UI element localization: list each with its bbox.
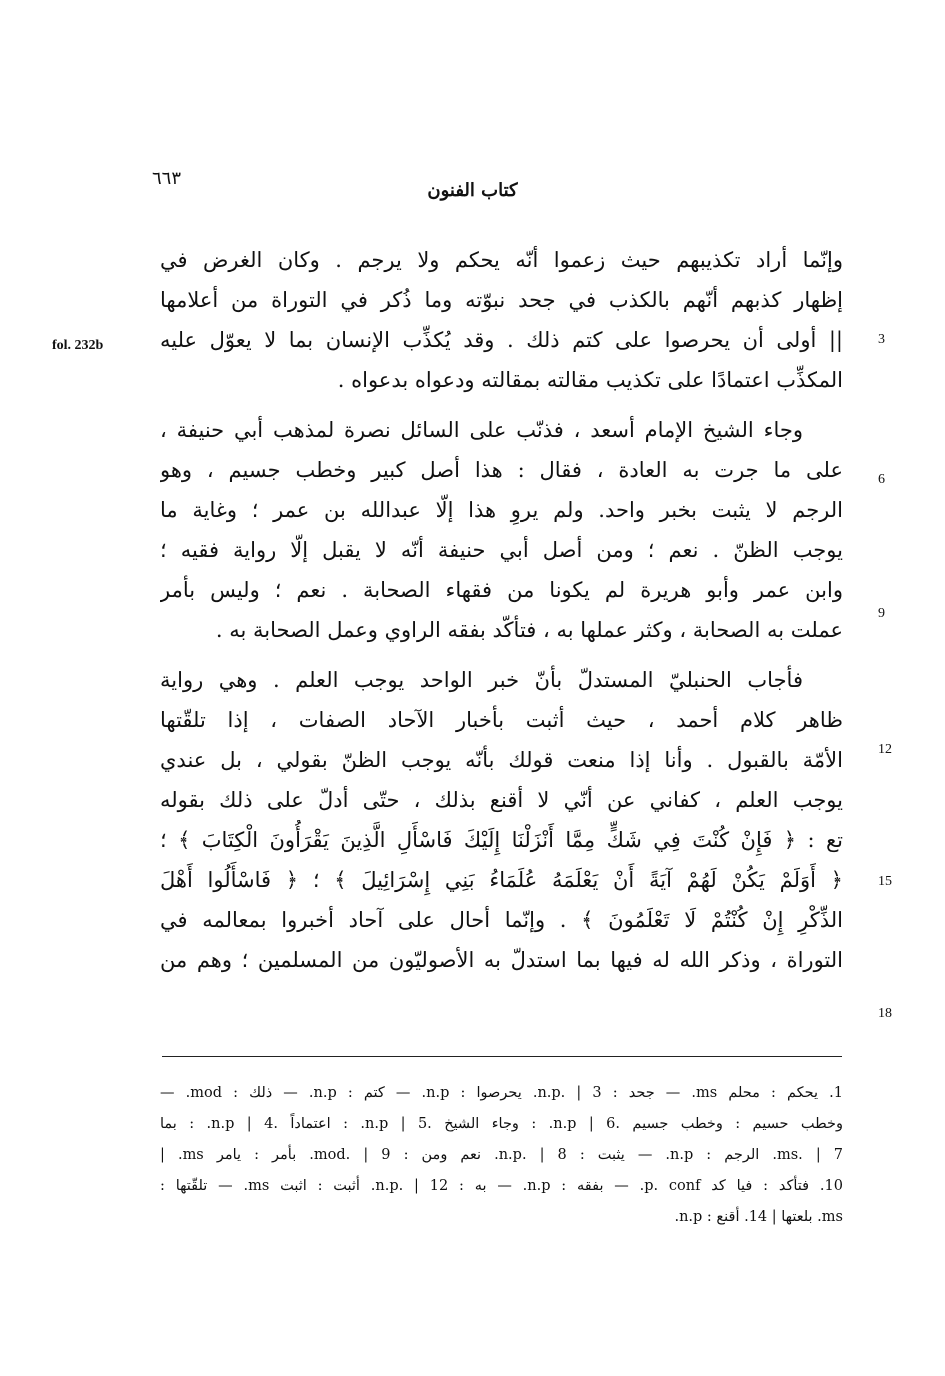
footnote-divider (162, 1056, 842, 1057)
line-number-12: 12 (878, 742, 892, 757)
line-number-15: 15 (878, 874, 892, 889)
text-line: إظهار كذبهم أنّهم بالكذب في جحد نبوّته وما ذُكر في التوراة من أعلامها (160, 288, 843, 312)
text-line: وإنّما أراد تكذيبهم حيث زعموا أنّه يحكم ولا يرجم . وكان الغرض في (160, 248, 843, 272)
text-line: التوراة ، وذكر الله له فيها بما استدلّ به الأصوليّون من المسلمين ؛ وهم من (160, 948, 843, 972)
text-line: على ما جرت به العادة ، فقال : هذا أصل كبير وخطب جسيم ، وهو (160, 458, 843, 482)
apparatus-line: ms. | 7. الرجم : n.p. — يثبت : n.p. | 8. نعم ومن : mod. | 9. بأمر : يامر ms. | (160, 1147, 843, 1163)
apparatus-line: 10. فتأكد : فيا كد p. conf. — بفقه : n.p. — به : n.p. | 12. أثبت : اثبت ms. — تلقّتها : (160, 1178, 843, 1194)
text-line: وابن عمر وأبو هريرة لم يكونا من فقهاء الصحابة . نعم ؛ وليس بأمر (160, 578, 843, 602)
page-number: ٦٦٣ (152, 168, 182, 189)
text-line: فأجاب الحنبليّ المستدلّ بأنّ خبر الواحد يوجب العلم . وهي رواية (160, 668, 803, 692)
text-line: يوجب الظنّ . نعم ؛ ومن أصل أبي حنيفة أنّه لا يقبل إلّا رواية فقيه ؛ (160, 538, 843, 562)
text-line: ﴿ أَوَلَمْ يَكُنْ لَهُمْ آيَةً أَنْ يَعْلَمَهُ عُلَمَاءُ بَنِي إِسْرَائِيلَ ﴾ ؛ ﴿ فَاسْأَلُوا أَهْلَ (160, 868, 843, 892)
text-line: تع : ﴿ فَإِنْ كُنْتَ فِي شَكٍّ مِمَّا أَنْزَلْنَا إِلَيْكَ فَاسْأَلِ الَّذِينَ يَقْرَأُونَ الْكِتَابَ ﴾ ؛ (160, 828, 843, 852)
line-number-18: 18 (878, 1006, 892, 1021)
text-line: يوجب العلم ، كفاني عن أنّي لا أقنع بذلك ، حتّى أدلّ على ذلك بقوله (160, 788, 843, 812)
text-line: الذِّكْرِ إِنْ كُنْتُمْ لَا تَعْلَمُونَ ﴾ . وإنّما أحال على آحاد أخبروا بمعالمه في (160, 908, 843, 932)
text-line: وجاء الشيخ الإمام أسعد ، فذنّب على السائل نصرة لمذهب أبي حنيفة ، (160, 418, 803, 442)
line-number-9: 9 (878, 606, 885, 621)
text-line: الرجم لا يثبت بخبر واحد. ولم يروِ هذا إلّا عبدالله بن عمر ؛ وغاية ما (160, 498, 843, 522)
text-line: عملت به الصحابة ، وكثر عملها به ، فتأكّد بفقه الراوي وعمل الصحابة به . (215, 618, 843, 642)
text-line: || أولى أن يحرصوا على كتم ذلك . وقد يُكذِّب الإنسان بما لا يعوّل عليه (160, 328, 843, 352)
running-head: كتاب الفنون (427, 180, 518, 201)
folio-marker: fol. 232b (52, 338, 104, 353)
text-line: المكذِّب اعتمادًا على تكذيب مقالته بمقالته ودعواه بدعواه . (337, 368, 843, 392)
apparatus-line: 1. يحكم : محلم ms. — جحد : n.p. | 3. يحرصوا : n.p. — كتم : n.p. — ذلك : mod. — (160, 1085, 843, 1101)
line-number-6: 6 (878, 472, 885, 487)
apparatus-line: وخطب حسيم : وخطب جسيم .6 | n.p. : وجاء الشيخ .5 | n.p. : اعتماداً .4 | n.p. : بما (160, 1116, 843, 1132)
text-line: الأمّة بالقبول . وأنا إذا منعت قولك بأنّه يوجب الظنّ بقولي ، بل عندي (160, 748, 843, 772)
text-line: ظاهر كلام أحمد ، حيث أثبت بأخبار الآحاد الصفات ، إذا تلقّتها (160, 708, 843, 732)
line-number-3: 3 (878, 332, 885, 347)
apparatus-line: ms. بلعتها | 14. أقنع : n.p. (674, 1209, 843, 1225)
main-text (160, 240, 843, 980)
critical-apparatus (160, 1078, 843, 1233)
